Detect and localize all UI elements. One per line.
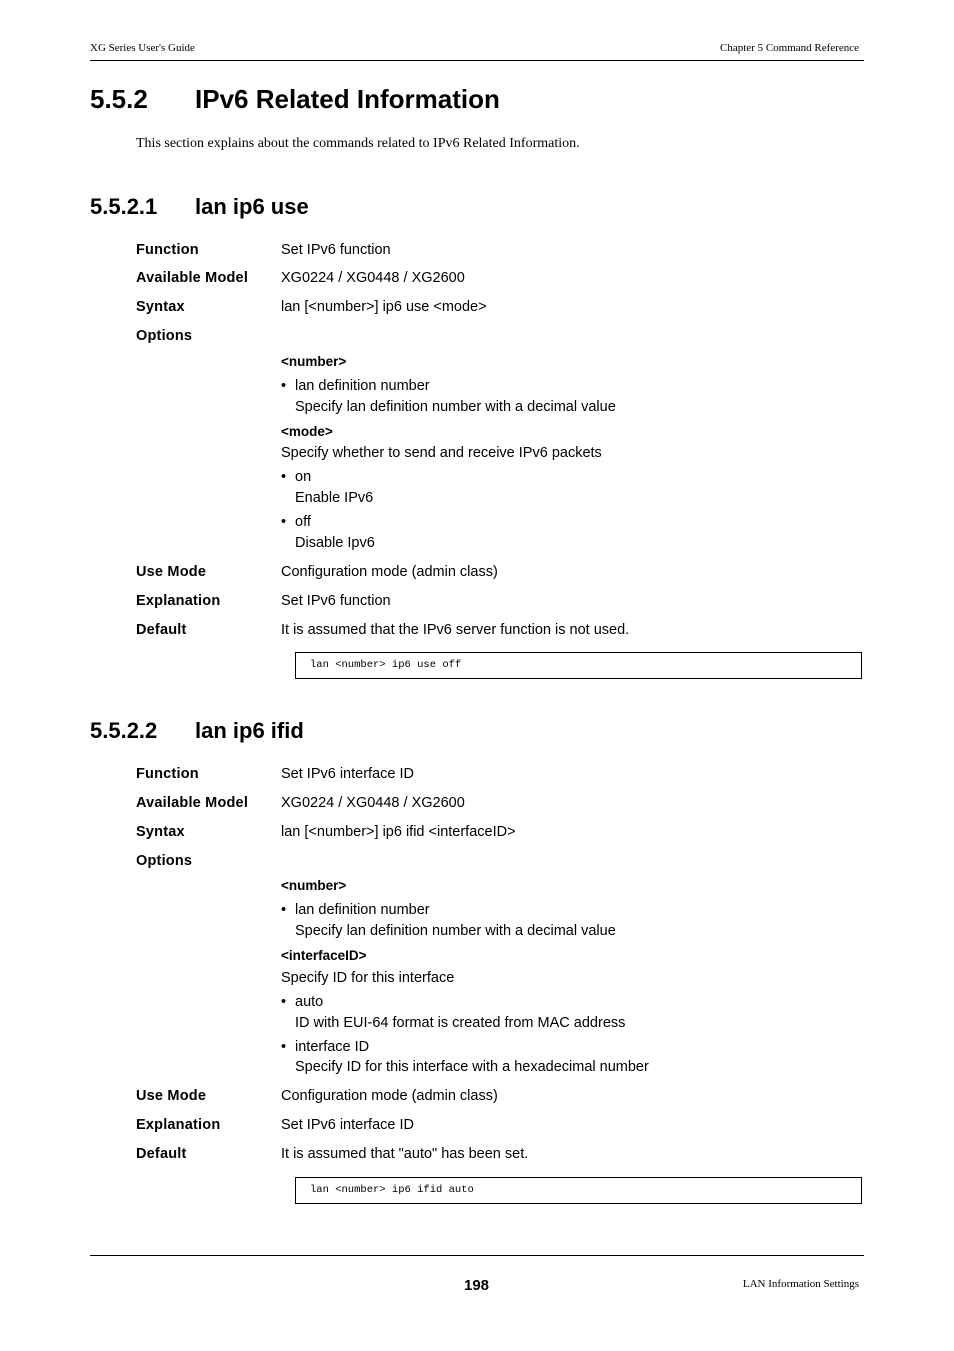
option-item-name: interface ID — [295, 1039, 370, 1055]
option-item — [281, 469, 311, 485]
command-title: lan ip6 use — [195, 194, 309, 219]
model-label: Available Model — [136, 270, 249, 286]
default-value: It is assumed that "auto" has been set. — [281, 1146, 529, 1162]
command-title: lan ip6 ifid — [195, 718, 304, 743]
option-param-desc: Specify whether to send and receive IPv6 packets — [281, 445, 602, 461]
option-param: <mode> — [281, 424, 333, 439]
use-mode-value: Configuration mode (admin class) — [281, 1088, 498, 1104]
model-value: XG0224 / XG0448 / XG2600 — [281, 795, 465, 811]
option-item-desc: Disable Ipv6 — [295, 535, 375, 551]
command-number: 5.5.2.2 — [90, 718, 158, 743]
section-heading — [90, 84, 500, 115]
code-example: lan <number> ip6 ifid auto — [310, 1184, 474, 1196]
syntax-label: Syntax — [136, 299, 185, 315]
syntax-value: lan [<number>] ip6 ifid <interfaceID> — [281, 824, 516, 840]
section-intro: This section explains about the commands related to IPv6 Related Information. — [136, 136, 580, 151]
option-item-desc: Specify lan definition number with a decimal value — [295, 923, 616, 939]
syntax-label: Syntax — [136, 824, 185, 840]
use-mode-label: Use Mode — [136, 564, 207, 580]
option-param: <interfaceID> — [281, 948, 367, 963]
function-value: Set IPv6 interface ID — [281, 766, 414, 782]
option-item-name: lan definition number — [295, 902, 430, 918]
option-item — [281, 378, 430, 394]
use-mode-value: Configuration mode (admin class) — [281, 564, 498, 580]
explanation-value: Set IPv6 function — [281, 593, 391, 609]
function-value: Set IPv6 function — [281, 242, 391, 258]
explanation-label: Explanation — [136, 593, 221, 609]
option-item-name: on — [295, 469, 312, 485]
code-example-box — [295, 1177, 862, 1204]
function-label: Function — [136, 242, 199, 258]
model-value: XG0224 / XG0448 / XG2600 — [281, 270, 465, 286]
footer-section-name: LAN Information Settings — [742, 1278, 859, 1290]
page-header — [90, 40, 864, 61]
option-item — [281, 1039, 369, 1055]
page-number: 198 — [464, 1277, 490, 1294]
code-example: lan <number> ip6 use off — [310, 659, 462, 671]
option-param: <number> — [281, 354, 347, 369]
default-label: Default — [136, 1146, 187, 1162]
option-item-desc: Enable IPv6 — [295, 490, 374, 506]
explanation-label: Explanation — [136, 1117, 221, 1133]
option-item — [281, 514, 311, 530]
options-label: Options — [136, 853, 193, 869]
use-mode-label: Use Mode — [136, 1088, 207, 1104]
option-item-desc: ID with EUI-64 format is created from MAC address — [295, 1015, 626, 1031]
footer-divider — [90, 1255, 864, 1256]
command-number: 5.5.2.1 — [90, 194, 158, 219]
header-chapter: Chapter 5 Command Reference — [720, 42, 859, 54]
option-param-desc: Specify ID for this interface — [281, 970, 455, 986]
option-item-desc: Specify ID for this interface with a hexadecimal number — [295, 1059, 649, 1075]
command-heading-lan-ip6-use — [90, 194, 309, 220]
syntax-value: lan [<number>] ip6 use <mode> — [281, 299, 487, 315]
command-heading-lan-ip6-ifid — [90, 718, 304, 744]
function-label: Function — [136, 766, 199, 782]
default-value: It is assumed that the IPv6 server function is not used. — [281, 622, 630, 638]
model-label: Available Model — [136, 795, 249, 811]
header-guide-title: XG Series User's Guide — [90, 42, 195, 54]
code-example-box — [295, 652, 862, 679]
option-item-name: lan definition number — [295, 378, 430, 394]
default-label: Default — [136, 622, 187, 638]
option-param: <number> — [281, 878, 347, 893]
section-title: IPv6 Related Information — [195, 84, 500, 114]
options-label: Options — [136, 328, 193, 344]
section-number: 5.5.2 — [90, 84, 148, 114]
explanation-value: Set IPv6 interface ID — [281, 1117, 414, 1133]
option-item — [281, 902, 430, 918]
option-item-name: auto — [295, 994, 324, 1010]
option-item-name: off — [295, 514, 311, 530]
option-item-desc: Specify lan definition number with a decimal value — [295, 399, 616, 415]
option-item — [281, 994, 323, 1010]
